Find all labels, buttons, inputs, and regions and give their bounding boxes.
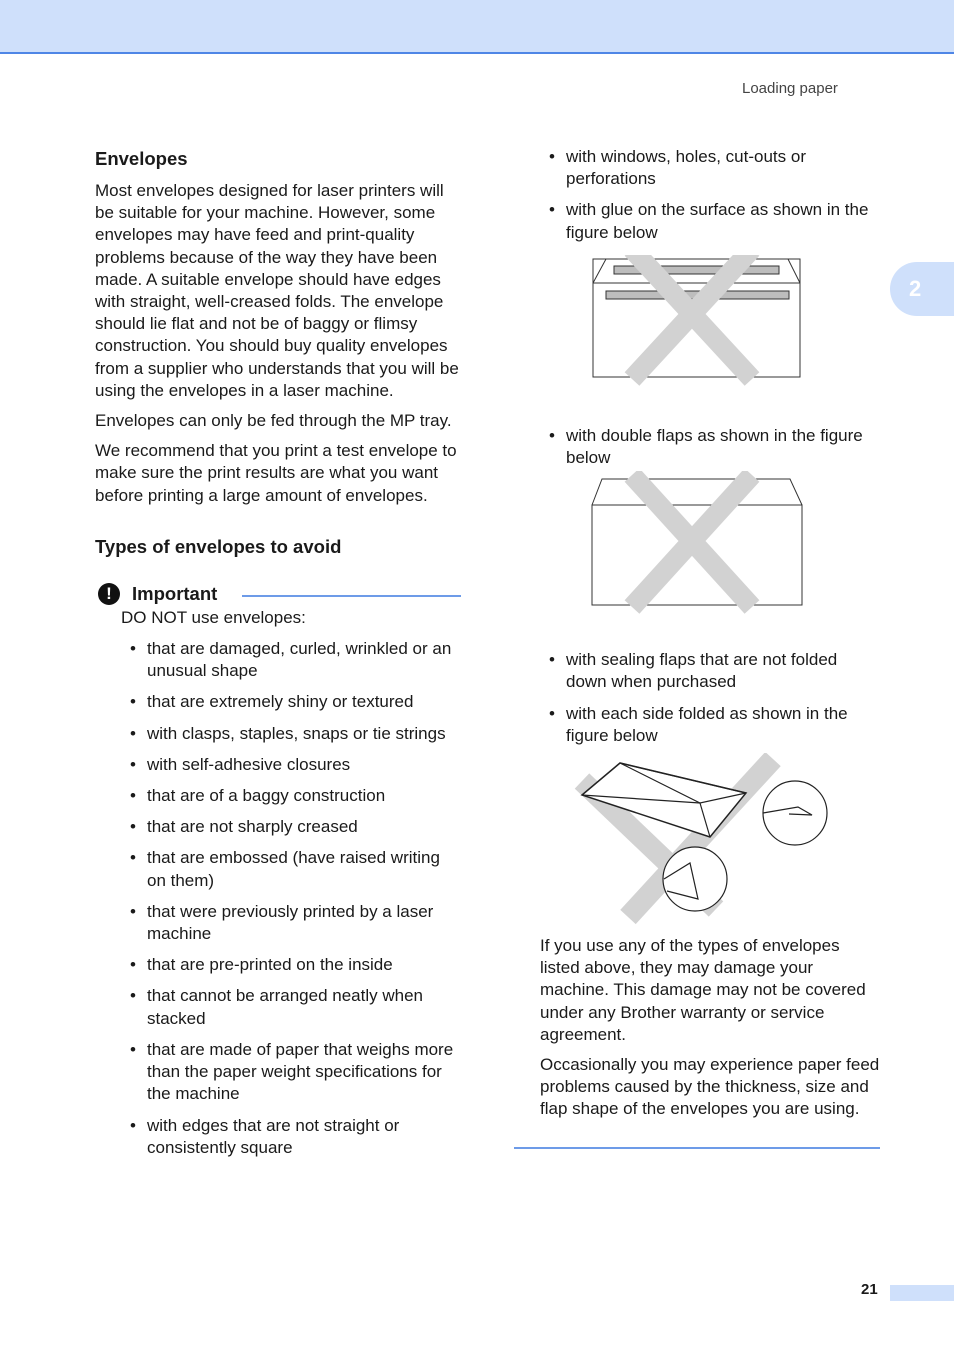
list-item: • that cannot be arranged neatly when stacked bbox=[130, 986, 423, 1028]
avoid-list-sealing bbox=[549, 649, 882, 747]
right-column bbox=[540, 146, 882, 1121]
list-item: • that are pre-printed on the inside bbox=[130, 955, 393, 975]
page-number: 21 bbox=[861, 1281, 878, 1298]
list-item: • that are not sharply creased bbox=[130, 817, 358, 837]
envelope-glue-illustration bbox=[540, 255, 882, 425]
list-item: • with windows, holes, cut-outs or perforations bbox=[549, 147, 806, 189]
list-item: • with sealing flaps that are not folded down when purchased bbox=[549, 650, 838, 692]
list-item: • that are of a baggy construction bbox=[130, 786, 386, 806]
chapter-number: 2 bbox=[909, 276, 922, 301]
avoid-list-double-flaps bbox=[549, 425, 882, 469]
left-column bbox=[95, 146, 463, 1168]
important-rule bbox=[242, 595, 461, 597]
important-notice-header bbox=[95, 581, 463, 607]
list-item: • with glue on the surface as shown in the figure below bbox=[549, 200, 869, 242]
important-end-rule bbox=[514, 1147, 880, 1149]
important-intro: DO NOT use envelopes: bbox=[121, 607, 306, 627]
avoid-list-continued bbox=[549, 146, 882, 244]
page-tab bbox=[890, 1285, 954, 1301]
section-heading-avoid: Types of envelopes to avoid bbox=[95, 535, 342, 557]
paragraph-mp-tray: Envelopes can only be fed through the MP tray. bbox=[95, 411, 452, 431]
list-item: • that are extremely shiny or textured bbox=[130, 692, 414, 712]
section-heading-envelopes: Envelopes bbox=[95, 148, 188, 169]
figure-envelope-folded-sides bbox=[540, 753, 882, 939]
envelope-folded-illustration bbox=[540, 753, 882, 939]
list-item: • with clasps, staples, snaps or tie strings bbox=[130, 723, 446, 743]
list-item: • that are made of paper that weighs more than the paper weight specifications for the machine bbox=[130, 1039, 454, 1104]
chapter-tab bbox=[890, 262, 954, 316]
exclamation-icon: ! bbox=[98, 583, 120, 605]
list-item: • with edges that are not straight or consistently square bbox=[130, 1115, 400, 1157]
paragraph-intro: Most envelopes designed for laser printers will be suitable for your machine. However, some envelopes may have feed and print-quality problems because of the way they have been made. A suitable envelope should have edges with straight, well-creased folds. The envelope should lie flat and not be of baggy or flimsy construction. You should buy quality envelopes from a supplier who understands that you will be using the envelopes in a laser machine. bbox=[95, 181, 459, 400]
figure-envelope-glue bbox=[540, 255, 882, 425]
list-item: • that are damaged, curled, wrinkled or an unusual shape bbox=[130, 639, 452, 681]
list-item: • with self-adhesive closures bbox=[130, 754, 351, 774]
running-head: Loading paper bbox=[742, 80, 838, 97]
paragraph-feed-problems: Occasionally you may experience paper feed problems caused by the thickness, size and flap shape of the envelopes you are using. bbox=[540, 1055, 880, 1119]
list-item: • with double flaps as shown in the figure below bbox=[549, 425, 863, 468]
list-item: • that are embossed (have raised writing on them) bbox=[130, 848, 440, 890]
list-item: • with each side folded as shown in the figure below bbox=[549, 703, 848, 745]
paragraph-damage-warning: If you use any of the types of envelopes listed above, they may damage your machine. This damage may not be covered under any Brother warranty or service agreement. bbox=[540, 936, 866, 1044]
figure-envelope-double-flaps bbox=[540, 471, 882, 649]
avoid-list bbox=[130, 638, 463, 1159]
paragraph-test-envelope: We recommend that you print a test envelope to make sure the print results are what you want before printing a large amount of envelopes. bbox=[95, 441, 457, 505]
list-item: • that were previously printed by a laser machine bbox=[130, 901, 434, 944]
header-band bbox=[0, 0, 954, 54]
important-label: Important bbox=[132, 582, 218, 604]
envelope-double-flap-illustration bbox=[540, 471, 882, 649]
